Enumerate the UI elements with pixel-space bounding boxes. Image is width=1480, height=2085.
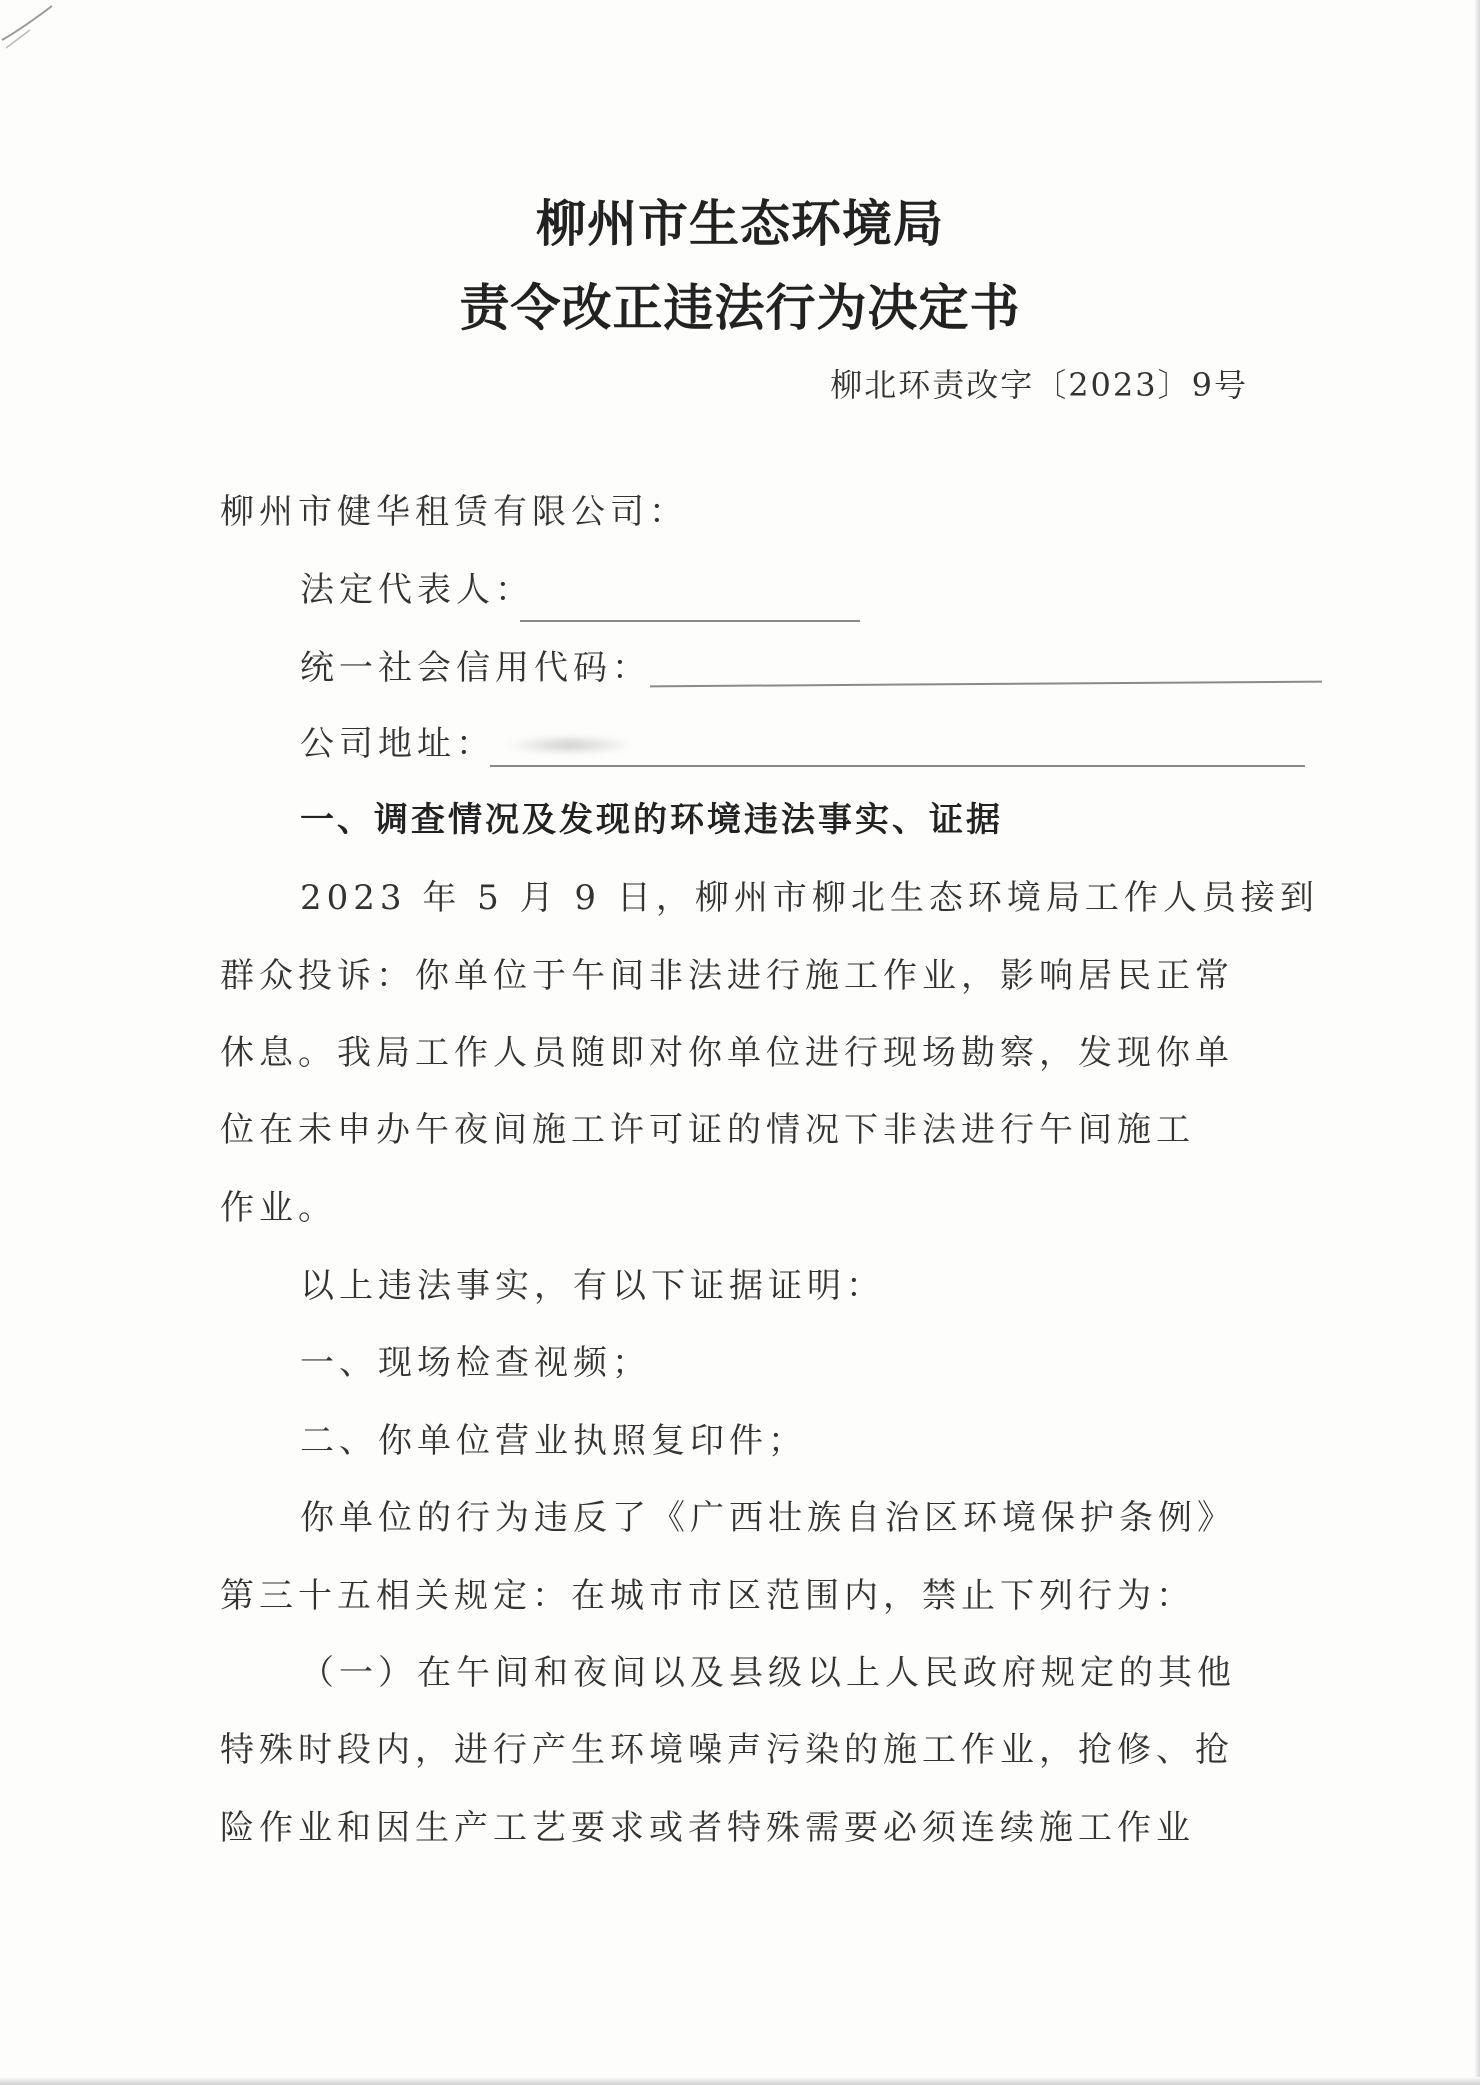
paragraph-line: 群众投诉：你单位于午间非法进行施工作业，影响居民正常 bbox=[220, 956, 1234, 996]
credit-code-underline bbox=[650, 681, 1322, 688]
paragraph-line: （一）在午间和夜间以及县级以上人民政府规定的其他 bbox=[300, 1653, 1236, 1693]
paragraph-line: 位在未申办午夜间施工许可证的情况下非法进行午间施工 bbox=[220, 1110, 1195, 1150]
scan-edge-bottom bbox=[0, 2077, 1480, 2085]
section-1-heading: 一、调查情况及发现的环境违法事实、证据 bbox=[300, 800, 1003, 840]
document-title-type: 责令改正违法行为决定书 bbox=[459, 278, 1021, 337]
scan-edge-right bbox=[1474, 0, 1480, 2085]
document-title-authority: 柳州市生态环境局 bbox=[536, 194, 944, 253]
credit-code-label: 统一社会信用代码： bbox=[300, 648, 651, 688]
paragraph-line: 作业。 bbox=[220, 1188, 337, 1228]
paragraph-line: 险作业和因生产工艺要求或者特殊需要必须连续施工作业 bbox=[220, 1808, 1195, 1848]
paragraph-line: 特殊时段内，进行产生环境噪声污染的施工作业，抢修、抢 bbox=[220, 1730, 1234, 1770]
evidence-intro: 以上违法事实，有以下证据证明： bbox=[300, 1266, 885, 1306]
redacted-address-mark bbox=[505, 735, 635, 755]
company-address-label: 公司地址： bbox=[300, 724, 495, 764]
paragraph-line: 你单位的行为违反了《广西壮族自治区环境保护条例》 bbox=[300, 1498, 1236, 1538]
paragraph-line: 第三十五相关规定：在城市市区范围内，禁止下列行为： bbox=[220, 1576, 1195, 1616]
paragraph-line: 2023 年 5 月 9 日，柳州市柳北生态环境局工作人员接到 bbox=[300, 878, 1319, 918]
evidence-item-1: 一、现场检查视频； bbox=[300, 1343, 651, 1383]
paragraph-line: 休息。我局工作人员随即对你单位进行现场勘察，发现你单 bbox=[220, 1033, 1234, 1073]
company-address-underline bbox=[490, 765, 1305, 767]
recipient-name: 柳州市健华租赁有限公司： bbox=[220, 492, 688, 532]
evidence-item-2: 二、你单位营业执照复印件； bbox=[300, 1421, 807, 1461]
legal-representative-label: 法定代表人： bbox=[300, 570, 534, 610]
document-number: 柳北环责改字〔2023〕9号 bbox=[830, 366, 1248, 404]
legal-representative-underline bbox=[520, 620, 860, 622]
scan-corner-mark bbox=[0, 0, 60, 60]
